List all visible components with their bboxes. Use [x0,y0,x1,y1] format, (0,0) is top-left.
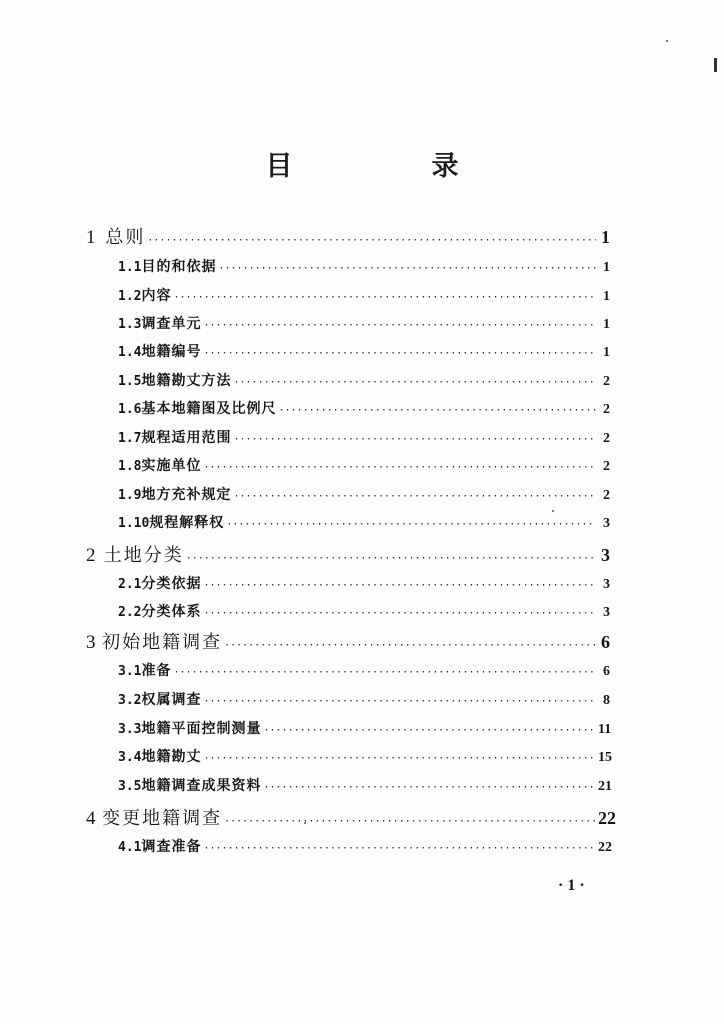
toc-label: 地籍编号 [141,344,202,360]
toc-leader [226,512,596,538]
toc-section[interactable] [118,482,610,508]
toc-page: 1 [603,289,610,304]
toc-section[interactable] [118,687,610,713]
toc-label: 权属调查 [141,692,202,708]
toc-number: 4.1 [118,840,142,855]
toc-number: 4 [86,808,96,829]
scan-speck [304,822,306,824]
toc-leader [203,455,596,481]
toc-number: 1.6 [118,402,142,417]
toc-label: 总则 [105,227,146,248]
toc-number: 3.4 [118,750,142,765]
toc-leader [278,398,596,424]
toc-section[interactable] [118,254,610,280]
toc-number: 1.8 [118,459,142,474]
toc-label: 初始地籍调查 [102,632,223,653]
toc-number: 2.1 [118,577,142,592]
toc-label: 地籍调查成果资料 [141,778,262,794]
toc-number: 3.3 [118,722,142,737]
toc-page: 8 [603,693,610,708]
toc-leader [147,228,596,254]
toc-number: 1.10 [118,516,150,531]
toc-page: 3 [603,577,610,592]
toc-label: 目的和依据 [141,259,217,275]
toc-label: 调查单元 [141,316,202,332]
toc-number: 1.4 [118,345,142,360]
toc-section[interactable] [118,571,610,597]
toc-number: 2 [86,545,96,566]
toc-section[interactable] [118,283,610,309]
scan-speck [552,510,554,512]
toc-page: 2 [603,374,610,389]
toc-page: 3 [603,516,610,531]
toc-chapter[interactable] [86,542,610,568]
toc-page: 2 [603,459,610,474]
toc-leader [186,546,596,572]
toc-number: 3.1 [118,664,142,679]
toc-section[interactable] [118,834,610,860]
toc-number: 1.9 [118,488,142,503]
toc-leader [218,256,596,282]
toc-section[interactable] [118,311,610,337]
toc-section[interactable] [118,599,610,625]
toc-chapter[interactable] [86,629,610,655]
toc-number: 3 [86,632,96,653]
toc-leader [203,836,596,862]
toc-leader [233,484,596,510]
scan-mark [714,58,717,72]
toc-section[interactable] [118,339,610,365]
toc-label: 地籍平面控制测量 [141,721,262,737]
toc-leader [203,601,596,627]
toc-leader [224,809,596,835]
toc-label: 分类依据 [141,576,202,592]
toc-section[interactable] [118,396,610,422]
toc-page: 2 [603,431,610,446]
toc-page: 22 [598,840,612,855]
toc-page: 2 [603,488,610,503]
toc-chapter[interactable] [86,805,616,831]
toc-leader [173,285,596,311]
toc-number: 1.1 [118,260,142,275]
toc-page: 21 [598,779,612,794]
toc-leader [173,660,596,686]
toc-leader [233,427,596,453]
scan-speck [666,40,668,42]
toc-page: 22 [598,808,616,828]
toc-label: 地方充补规定 [141,487,232,503]
toc-label: 规程解释权 [149,515,225,531]
toc-label: 调查准备 [141,839,202,855]
toc-number: 1.3 [118,317,142,332]
toc-page: 11 [598,722,612,737]
toc-page: 15 [598,750,612,765]
toc-leader [263,718,596,744]
toc-leader [203,573,596,599]
toc-leader [233,370,596,396]
toc-number: 3.2 [118,693,142,708]
toc-number: 1 [86,227,96,248]
toc-chapter[interactable] [86,224,610,250]
toc-number: 3.5 [118,779,142,794]
toc-page: 1 [601,227,610,247]
toc-section[interactable] [118,773,610,799]
toc-section[interactable] [118,453,610,479]
toc-page: 3 [603,605,610,620]
toc-leader [263,775,596,801]
toc-page: 1 [603,345,610,360]
toc-label: 实施单位 [141,458,202,474]
toc-leader [203,746,596,772]
toc-number: 1.5 [118,374,142,389]
toc-leader [203,341,596,367]
toc-number: 1.2 [118,289,142,304]
toc-label: 基本地籍图及比例尺 [141,401,277,417]
toc-page: 1 [603,317,610,332]
toc-section[interactable] [118,425,610,451]
toc-label: 分类体系 [141,604,202,620]
toc-label: 准备 [141,663,172,679]
toc-label: 规程适用范围 [141,430,232,446]
toc-section[interactable] [118,658,610,684]
toc-page: 6 [603,664,610,679]
toc-section[interactable] [118,716,610,742]
page-number: ·1· [558,877,589,894]
toc-number: 2.2 [118,605,142,620]
toc-page: 6 [601,632,610,652]
toc-page: 3 [601,545,610,565]
toc-section[interactable] [118,510,610,536]
page-title: 目 录 [265,151,515,182]
toc-label: 土地分类 [103,545,184,566]
toc-section[interactable] [118,744,610,770]
toc-leader [203,689,596,715]
toc-leader [224,633,596,659]
toc-number: 1.7 [118,431,142,446]
toc-label: 地籍勘丈 [141,749,202,765]
toc-page: 2 [603,402,610,417]
toc-label: 内容 [141,288,172,304]
toc-page: 1 [603,260,610,275]
toc-label: 地籍勘丈方法 [141,373,232,389]
toc-section[interactable] [118,368,610,394]
toc-leader [203,313,596,339]
toc-label: 变更地籍调查 [102,808,223,829]
